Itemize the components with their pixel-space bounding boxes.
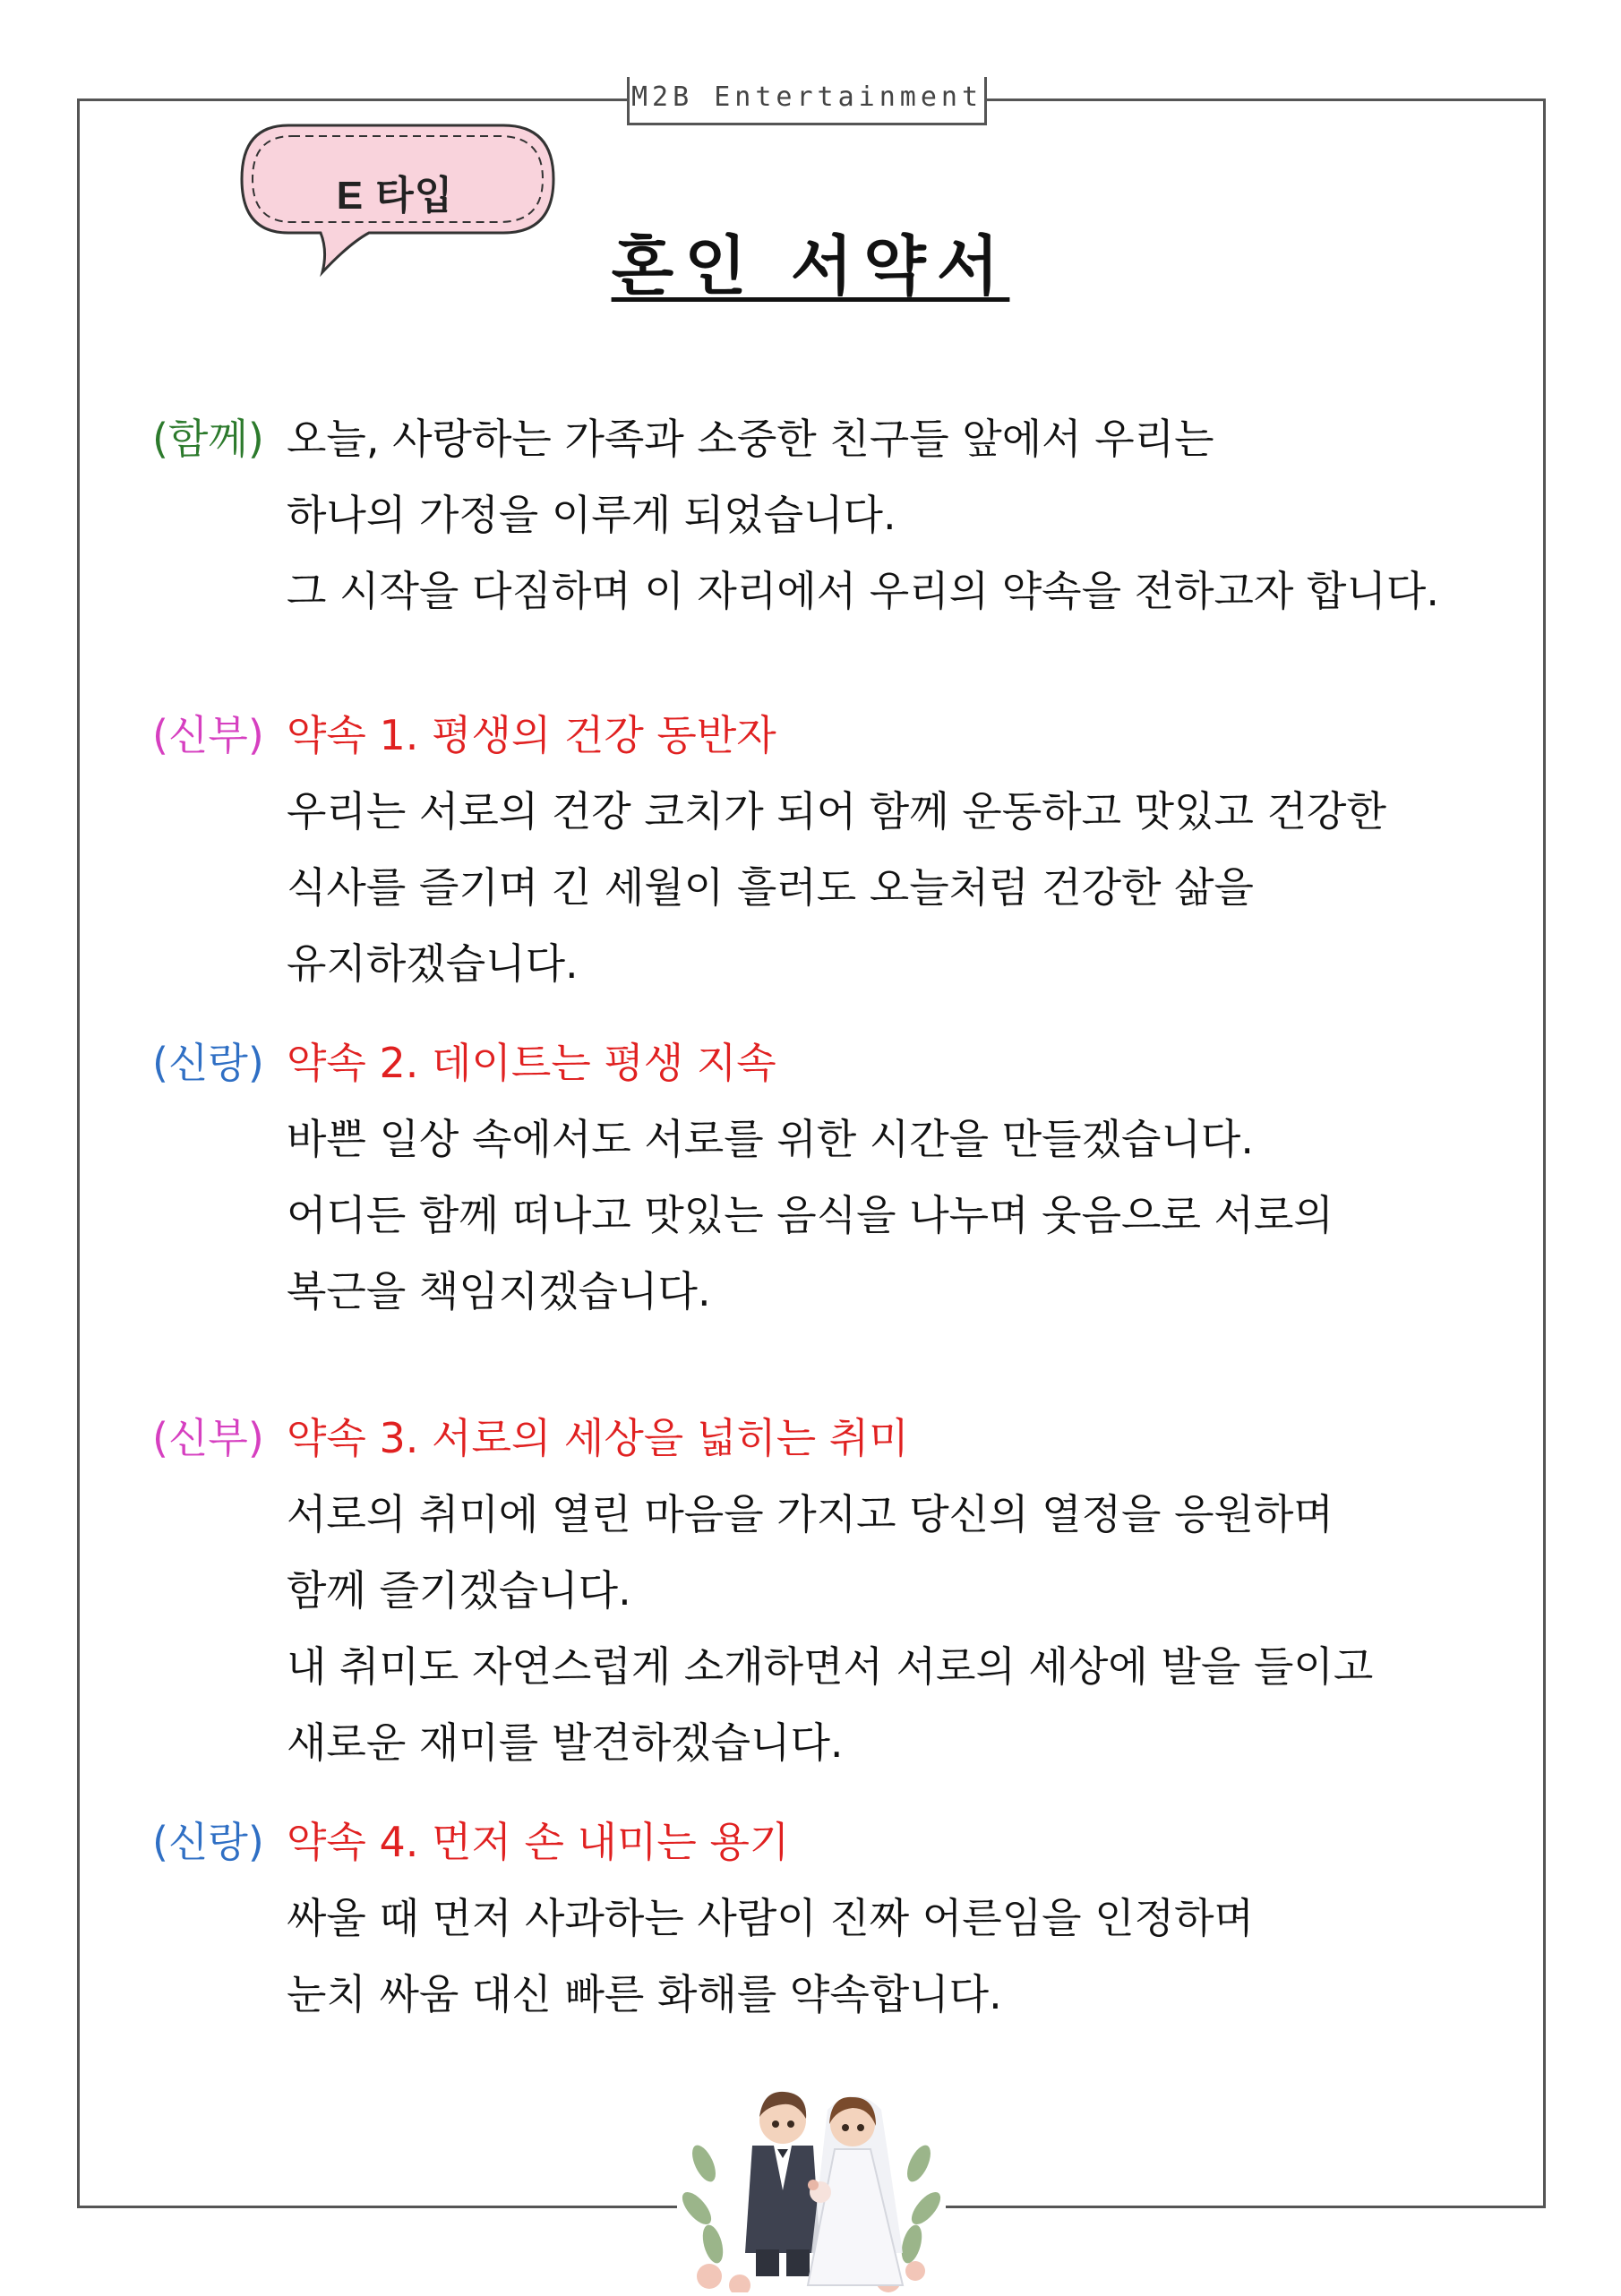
vow-line: 식사를 즐기며 긴 세월이 흘러도 오늘처럼 건강한 삶을 [287, 863, 1254, 912]
brand-label: M2B Entertainment [627, 77, 987, 125]
vow-line: 그 시작을 다짐하며 이 자리에서 우리의 약속을 전하고자 합니다. [287, 567, 1439, 615]
speaker-tag: (신랑) [152, 1039, 264, 1087]
vow-line: 싸울 때 먼저 사과하는 사람이 진짜 어른임을 인정하며 [287, 1894, 1254, 1942]
promise-heading: 약속 4. 먼저 손 내미는 용기 [287, 1818, 790, 1866]
vow-line: 함께 즐기겠습니다. [287, 1566, 631, 1615]
speaker-tag: (함께) [152, 415, 264, 463]
vow-line: 복근을 책임지겠습니다. [287, 1267, 711, 1315]
vow-line: 어디든 함께 떠나고 맛있는 음식을 나누며 웃음으로 서로의 [287, 1191, 1334, 1239]
vow-section-together [152, 412, 1439, 630]
promise-heading: 약속 1. 평생의 건강 동반자 [287, 711, 776, 759]
bride-and-groom-illustration [677, 2074, 946, 2292]
vow-line: 우리는 서로의 건강 코치가 되어 함께 운동하고 맛있고 건강한 [287, 787, 1386, 835]
speaker-tag: (신부) [152, 711, 264, 759]
vow-line: 유지하겠습니다. [287, 939, 579, 988]
vow-section-promise-3 [152, 1411, 1373, 1781]
vow-line: 내 취미도 자연스럽게 소개하면서 서로의 세상에 발을 들이고 [287, 1642, 1374, 1691]
promise-heading: 약속 3. 서로의 세상을 넓히는 취미 [287, 1414, 909, 1462]
promise-heading: 약속 2. 데이트는 평생 지속 [287, 1039, 776, 1087]
vow-section-promise-1 [152, 708, 1386, 1002]
speaker-tag: (신랑) [152, 1818, 264, 1866]
page-title: 혼인 서약서 [611, 228, 1010, 304]
vow-section-promise-4 [152, 1815, 1254, 2033]
type-badge-label: E 타입 [336, 174, 454, 218]
vow-line: 눈치 싸움 대신 빠른 화해를 약속합니다. [287, 1970, 1002, 2018]
vow-line: 하나의 가정을 이루게 되었습니다. [287, 491, 896, 539]
vow-line: 오늘, 사랑하는 가족과 소중한 친구들 앞에서 우리는 [287, 415, 1214, 463]
vow-line: 새로운 재미를 발견하겠습니다. [287, 1718, 844, 1767]
vow-line: 바쁜 일상 속에서도 서로를 위한 시간을 만들겠습니다. [287, 1115, 1254, 1163]
vow-section-promise-2 [152, 1036, 1334, 1330]
speaker-tag: (신부) [152, 1414, 264, 1462]
vow-line: 서로의 취미에 열린 마음을 가지고 당신의 열정을 응원하며 [287, 1490, 1334, 1538]
